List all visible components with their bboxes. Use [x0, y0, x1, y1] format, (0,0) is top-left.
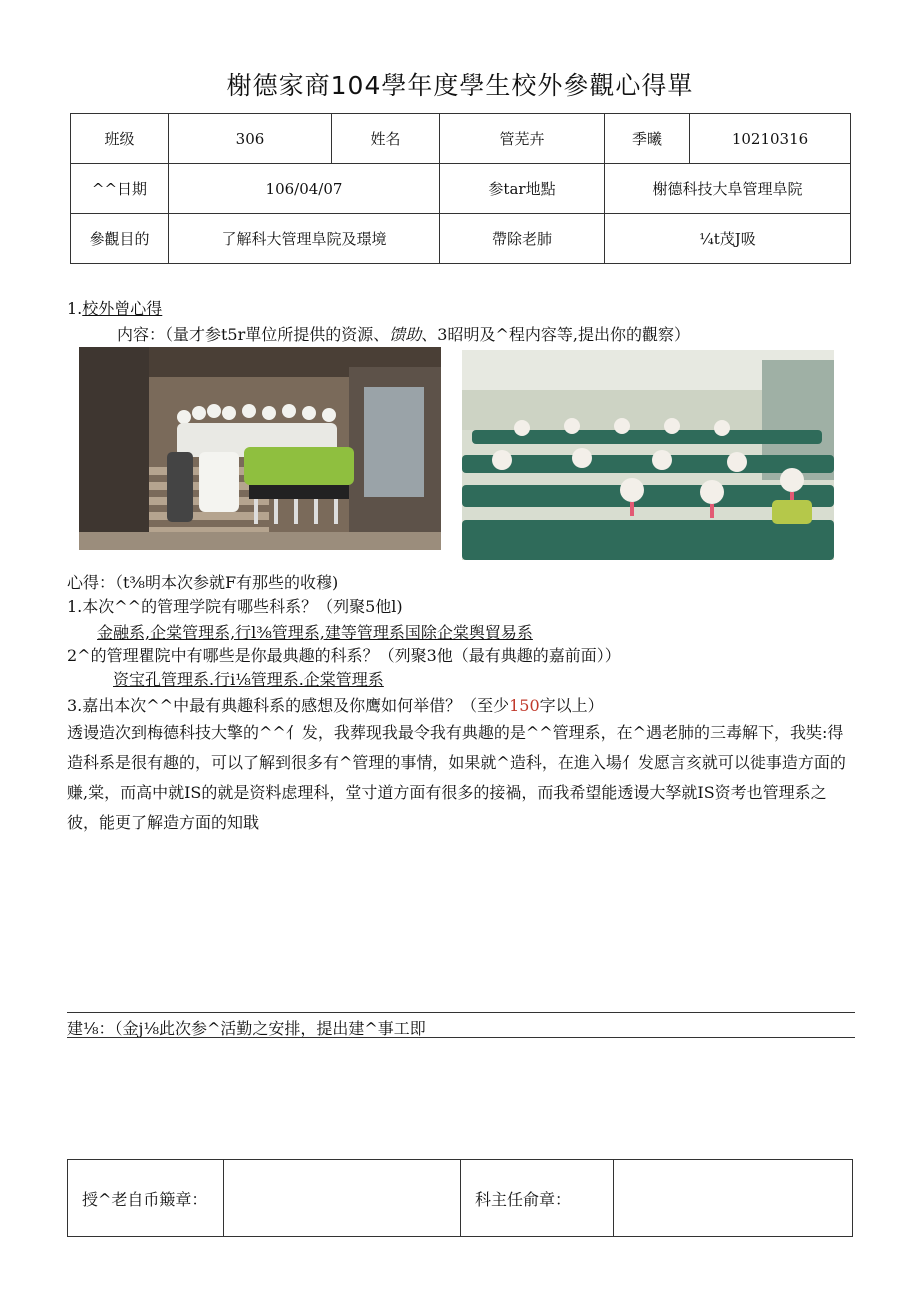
question-3-number: 150 — [509, 696, 540, 715]
info-row-3 — [71, 214, 851, 264]
info-table — [70, 113, 851, 264]
group-photo-stairs — [79, 347, 441, 550]
lecture-room-photo — [462, 350, 834, 560]
question-1: 1.本次^^的管理学院有哪些科系？（列聚5他l) — [67, 597, 403, 616]
question-3 — [67, 693, 604, 716]
purpose-label: 參觀目的 — [71, 214, 169, 264]
teacher-signature-label: 授^老自币簸章： — [68, 1160, 224, 1237]
signature-table — [67, 1159, 853, 1237]
teacher-label: 帶除老肺 — [440, 214, 605, 264]
section-heading — [67, 296, 162, 319]
class-label: 班级 — [71, 114, 169, 164]
answer-1: 金融系,企棠管理系,行l⅜管理系,建等管理系国除企棠舆貿易系 — [97, 623, 533, 642]
id-value: 10210316 — [690, 114, 851, 164]
divider-bottom — [67, 1037, 855, 1038]
content-text-b: 、3昭明及^程内容等,提出你的觀察） — [421, 325, 690, 344]
teacher-value: ¼t茂J吸 — [605, 214, 851, 264]
page-title: 榭德家商104學年度學生校外參觀心得單 — [226, 71, 694, 100]
content-instruction — [117, 322, 690, 345]
divider-top — [67, 1012, 855, 1013]
place-value: 榭德科技大阜管理阜院 — [605, 164, 851, 214]
id-label: 季曦 — [605, 114, 690, 164]
name-label: 姓名 — [332, 114, 440, 164]
teacher-signature-box[interactable] — [224, 1160, 461, 1237]
question-3-text-b: 字以上） — [539, 696, 604, 715]
question-2: 2^的管理瞿院中有哪些是你最典趣的科系？（列聚3他（最有典趣的嘉前面）） — [67, 646, 621, 665]
signature-row — [68, 1160, 853, 1237]
section-title: 校外曾心得 — [82, 299, 163, 318]
head-signature-box[interactable] — [614, 1160, 853, 1237]
section-number: 1. — [67, 299, 83, 318]
reflection-paragraph: 透谩造次到梅德科技大擎的^^亻发，我葬现我最令我有典趣的是^^管理系，在^遇老肺的三毒解下，我奘:得造科系是很有趣的，可以了解到很多有^管理的事情，如果就^造科，在進入場亻发愿言亥就可以徙事造方面的赚,棠，而高中就IS的就是资料虑理科，堂寸道方面有很多的接禍，而我希望能透谩大孥就IS资考也管理系之彼，能更了解造方面的知戢 — [67, 723, 846, 832]
suggestion-label: 建⅛：（金j⅛此次参^活勤之安排，提出建^事工即 — [67, 1019, 426, 1038]
head-signature-label: 科主任俞章： — [461, 1160, 614, 1237]
answer-2: 资宝孔管理系.行i⅛管理系.企棠管理系 — [113, 670, 384, 689]
date-value: 106/04/07 — [169, 164, 440, 214]
info-row-1 — [71, 114, 851, 164]
reflection-label: 心得：（t⅜明本次参就F有那些的收穆) — [67, 573, 339, 592]
question-3-text-a: 3.嘉出本次^^中最有典趣科系的感想及你鹰如何举借？（至少 — [67, 696, 510, 715]
date-label: ^^日期 — [71, 164, 169, 214]
content-text-italic: 馈助 — [389, 325, 422, 344]
class-value: 306 — [169, 114, 332, 164]
name-value: 管芜卉 — [440, 114, 605, 164]
info-row-2 — [71, 164, 851, 214]
place-label: 参tar地點 — [440, 164, 605, 214]
purpose-value: 了解科大管理阜院及璟境 — [169, 214, 440, 264]
content-text-a: 内容：（量才参t5r單位所提供的资源、 — [117, 325, 390, 344]
